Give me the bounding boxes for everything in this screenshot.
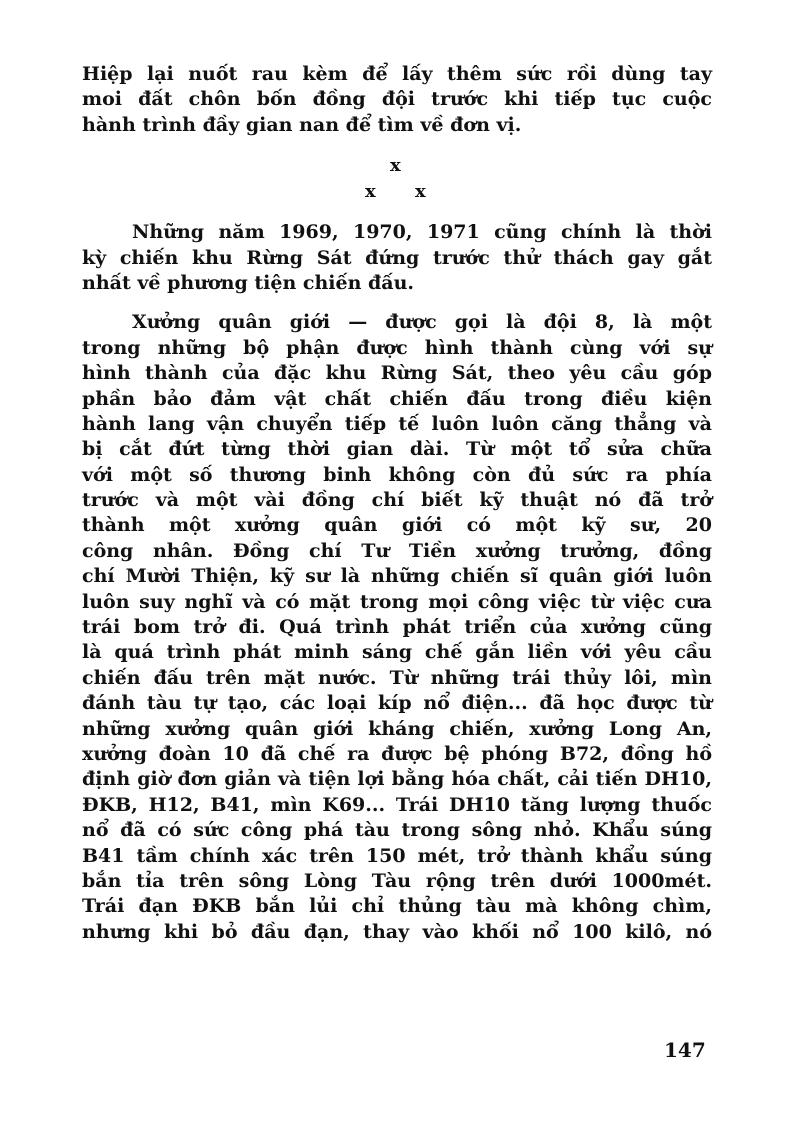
paragraph-2 [82,220,712,296]
text-line: trước và một vài đồng chí biết kỹ thuật nó đã trở [82,489,712,512]
text-line: nổ đã có sức công phá tàu trong sông nhỏ. Khẩu súng [82,819,712,842]
text-line: nhất về phương tiện chiến đấu. [82,271,415,294]
text-line: đánh tàu tự tạo, các loại kíp nổ điện... đã học được từ [82,692,712,715]
section-divider [82,148,712,208]
text-line: trong những bộ phận được hình thành cùng với sự [82,336,712,359]
text-line: Xưởng quân giới — được gọi là đội 8, là một [132,311,712,334]
divider-mark: x [365,181,376,203]
text-line: kỳ chiến khu Rừng Sát đứng trước thử thách gay gắt [82,246,712,269]
page-number: 147 [664,1038,706,1062]
text-line: bị cắt đứt từng thời gian dài. Từ một tổ sửa chữa [82,438,712,461]
text-line: trái bom trở đi. Quá trình phát triển của xưởng cũng [82,616,712,639]
text-line: hình thành của đặc khu Rừng Sát, theo yêu cầu góp [82,362,712,385]
text-line: chiến đấu trên mặt nước. Từ những trái thủy lôi, mìn [82,666,712,689]
text-line: hành lang vận chuyển tiếp tế luôn luôn căng thẳng và [82,412,712,435]
paragraph-1 [82,62,712,138]
text-line: nhưng khi bỏ đầu đạn, thay vào khối nổ 100 kilô, nó [82,920,712,943]
text-line: bắn tỉa trên sông Lòng Tàu rộng trên dưới 1000mét. [82,869,712,892]
text-line: Những năm 1969, 1970, 1971 cũng chính là thời [132,221,712,244]
text-line: xưởng đoàn 10 đã chế ra được bệ phóng B72, đồng hồ [82,742,712,765]
text-line: công nhân. Đồng chí Tư Tiền xưởng trưởng, đồng [82,539,712,562]
text-line: những xưởng quân giới kháng chiến, xưởng Long An, [82,717,712,740]
paragraph-3 [82,310,712,945]
body-text [82,62,712,945]
text-line: thành một xưởng quân giới có một kỹ sư, 20 [82,514,712,537]
text-line: hành trình đầy gian nan để tìm về đơn vị. [82,113,522,136]
divider-mark: x [390,155,401,177]
text-line: định giờ đơn giản và tiện lợi bằng hóa chất, cải tiến DH10, [82,768,712,791]
text-line: với một số thương binh không còn đủ sức ra phía [82,463,712,486]
text-line: phần bảo đảm vật chất chiến đấu trong điều kiện [82,387,712,410]
text-line: B41 tầm chính xác trên 150 mét, trở thành khẩu súng [82,844,712,867]
text-line: ĐKB, H12, B41, mìn K69... Trái DH10 tăng lượng thuốc [82,793,712,816]
text-line: Hiệp lại nuốt rau kèm để lấy thêm sức rồi dùng tay [82,63,712,85]
text-line: là quá trình phát minh sáng chế gắn liền với yêu cầu [82,641,712,664]
text-line: Trái đạn ĐKB bắn lủi chỉ thủng tàu mà không chìm, [82,895,712,918]
paragraph-gap [82,296,712,310]
text-line: luôn suy nghĩ và có mặt trong mọi công việc từ việc cưa [82,590,712,613]
text-line: moi đất chôn bốn đồng đội trước khi tiếp tục cuộc [82,88,712,111]
text-line: chí Mười Thiện, kỹ sư là những chiến sĩ quân giới luôn [82,565,712,588]
divider-mark: x [415,181,426,203]
